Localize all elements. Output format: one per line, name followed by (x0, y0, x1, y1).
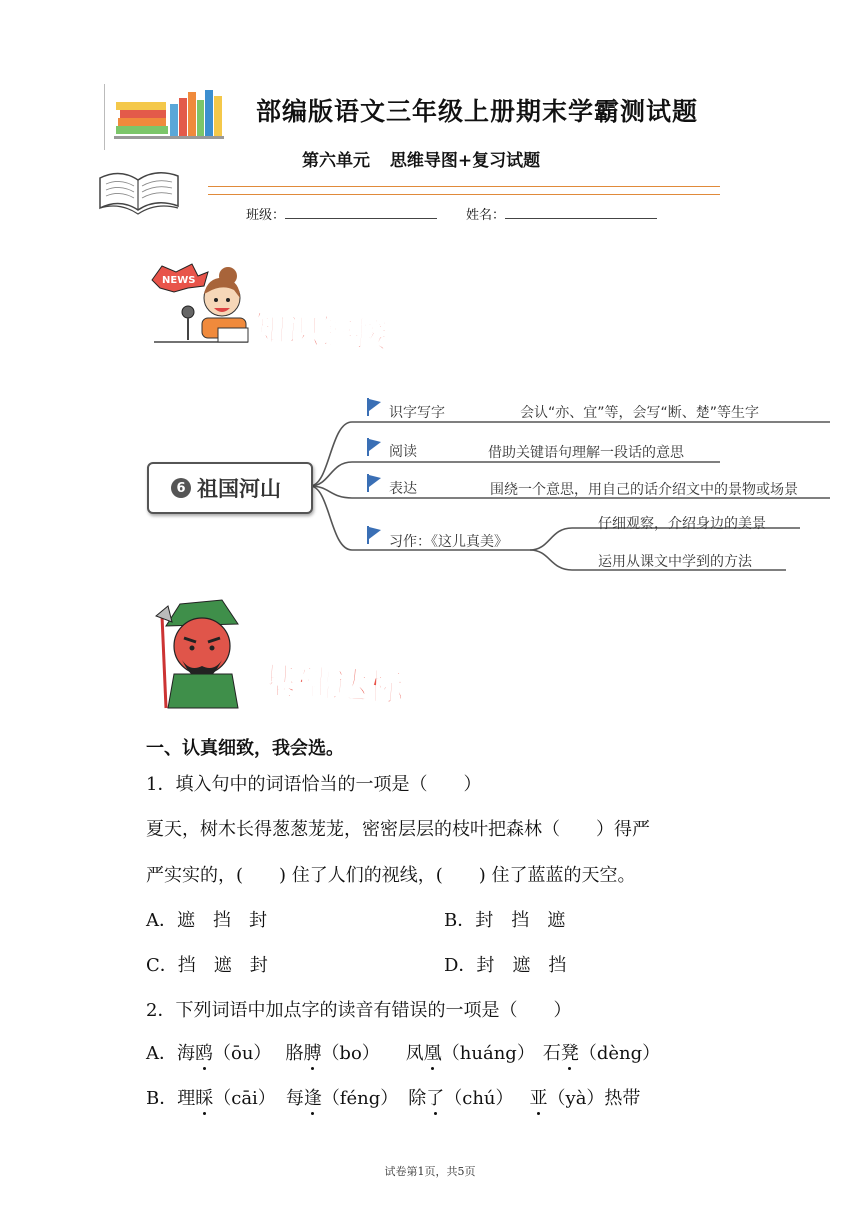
header-divider (104, 84, 105, 150)
branch-label-literacy: 识字写字 (389, 405, 445, 421)
dotted-char: 膊 (303, 1043, 322, 1064)
option-letter: A． (146, 1043, 177, 1064)
flag-icon (366, 474, 382, 492)
question-1-option-c[interactable]: C．挡 遮 封 (146, 955, 268, 976)
branch-detail-writing-2: 运用从课文中学到的方法 (598, 554, 752, 570)
topic-label: 思维导图+复习试题 (389, 151, 541, 171)
dotted-char: 凰 (423, 1043, 442, 1064)
mindmap-root-label: 祖国河山 (197, 477, 281, 501)
pinyin-item: 凤凰（huáng） (405, 1043, 535, 1064)
branch-detail-expression: 围绕一个意思，用自己的话介绍文中的景物或场景 (490, 482, 798, 498)
branch-detail-writing-1: 仔细观察，介绍身边的美景 (598, 516, 766, 532)
branch-label-expression: 表达 (389, 481, 417, 497)
news-girl-icon (152, 264, 248, 342)
dotted-char: 了 (426, 1088, 445, 1109)
knowledge-banner (148, 262, 428, 358)
unit-label: 第六单元 (302, 151, 370, 171)
question-1-option-a[interactable]: A．遮 挡 封 (146, 910, 267, 931)
flag-icon (366, 438, 382, 456)
name-blank[interactable] (505, 204, 657, 219)
question-1-stem: 1．填入句中的词语恰当的一项是（ ） (146, 774, 482, 795)
branch-detail-literacy: 会认“亦、宜”等，会写“断、楚”等生字 (520, 405, 760, 421)
open-book-icon (94, 158, 184, 220)
question-1-line-2: 严实实的，( ) 住了人们的视线，( ) 住了蓝蓝的天空。 (146, 865, 636, 886)
basics-banner-text: 基础达标 (259, 661, 405, 710)
dotted-char: 鸥 (195, 1043, 213, 1064)
pinyin-item: 理睬（cāi） (177, 1088, 276, 1109)
name-label: 姓名： (466, 208, 506, 223)
pinyin-item: 海鸥（ōu） (177, 1043, 272, 1064)
branch-label-writing: 习作：《这儿真美》 (389, 534, 508, 550)
pinyin-item: 除了（chú） (408, 1088, 514, 1109)
pinyin-item: 胳膊（bo） (285, 1043, 380, 1064)
question-2-option-a[interactable] (146, 1045, 660, 1063)
class-blank[interactable] (285, 204, 437, 219)
branch-label-reading: 阅读 (389, 444, 417, 460)
option-letter: B． (146, 1088, 178, 1109)
basics-banner (152, 596, 462, 716)
name-field (466, 204, 657, 223)
pinyin-item: 亚（yà）热带 (529, 1088, 641, 1109)
section-heading: 一、认真细致，我会选。 (146, 738, 344, 759)
page-title: 部编版语文三年级上册期末学霸测试题 (256, 97, 699, 126)
question-1-line-1: 夏天，树木长得葱葱茏茏，密密层层的枝叶把森林（ ）得严 (146, 819, 650, 840)
dotted-char: 睬 (195, 1088, 214, 1109)
dotted-char: 亚 (529, 1088, 548, 1109)
bookshelf-icon (112, 86, 228, 142)
class-label: 班级： (246, 208, 286, 223)
question-2-stem: 2．下列词语中加点字的读音有错误的一项是（ ） (146, 1000, 572, 1021)
page-subtitle (302, 146, 540, 171)
flag-icon (366, 398, 382, 416)
knowledge-banner-text: 知识链接 (251, 309, 389, 357)
branch-detail-reading: 借助关键语句理解一段话的意思 (488, 445, 684, 461)
page-footer: 试卷第1页，共5页 (384, 1165, 476, 1178)
pinyin-item: 每逢（féng） (285, 1088, 399, 1109)
guan-yu-character-icon (156, 600, 238, 708)
pinyin-item: 石凳（dèng） (542, 1043, 661, 1064)
dotted-char: 逢 (303, 1088, 322, 1109)
unit-number-badge: 6 (171, 478, 191, 498)
question-1-option-b[interactable]: B．封 挡 遮 (444, 910, 566, 931)
flag-icon (366, 526, 382, 544)
mindmap-root (147, 462, 313, 514)
dotted-char: 凳 (560, 1043, 579, 1064)
orange-rule-bottom (208, 194, 720, 195)
orange-rule-top (208, 186, 720, 187)
question-2-option-b[interactable] (146, 1090, 640, 1108)
question-1-option-d[interactable]: D．封 遮 挡 (444, 955, 567, 976)
class-field (246, 204, 437, 223)
news-tag: NEWS (162, 275, 196, 286)
